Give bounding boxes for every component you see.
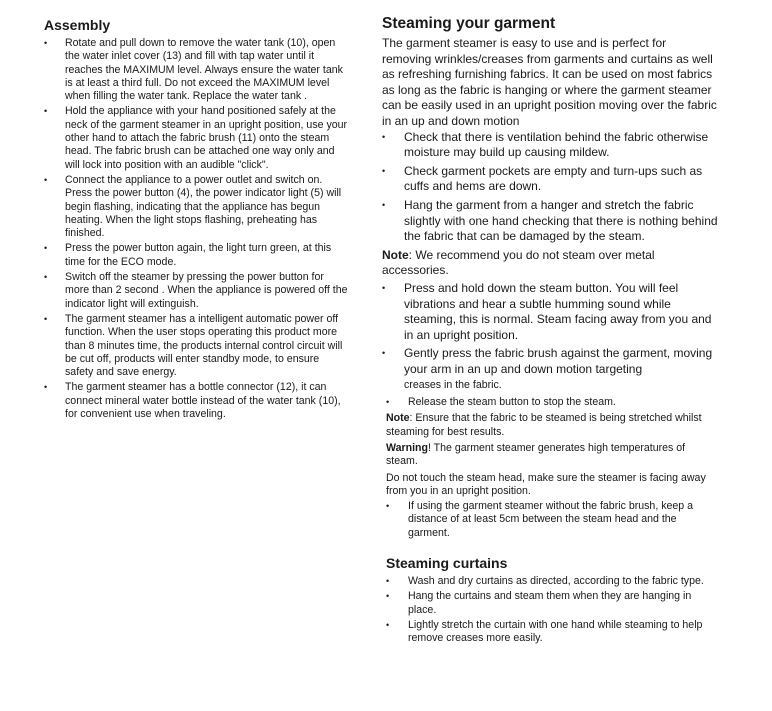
list-item: • Hang the garment from a hanger and stretch the fabric slightly with one hand checking that there is nothing behind the fabric that can be damaged by the steam. <box>382 198 718 245</box>
note-text: : Ensure that the fabric to be steamed is being stretched whilst steaming for best results. <box>386 412 702 438</box>
curtains-list <box>382 575 718 645</box>
assembly-list <box>44 37 348 421</box>
steaming-heading: Steaming your garment <box>382 15 556 32</box>
list-item-text: Gently press the fabric brush against the garment, moving your arm in an up and down motion targeting <box>404 346 713 376</box>
distance-steps <box>382 500 718 540</box>
no-touch-text: Do not touch the steam head, make sure the steamer is facing away from you in an upright position. <box>386 471 706 497</box>
assembly-heading: Assembly <box>44 17 111 33</box>
list-item: • Press and hold down the steam button. You will feel vibrations and hear a subtle humming sound while steaming, this is normal. Steam facing away from you and in an upright position. <box>382 281 718 343</box>
list-item: • The garment steamer has a bottle connector (12), it can connect mineral water bottle instead of the water tank (10), for convenient use when traveling. <box>44 381 348 421</box>
warning-text: ! The garment steamer generates high temperatures of steam. <box>386 441 686 468</box>
list-item: • If using the garment steamer without the fabric brush, keep a distance of at least 5cm between the steam head and the garment. <box>386 500 718 540</box>
list-item: • Hang the curtains and steam them when they are hanging in place. <box>386 590 718 617</box>
list-item: • Check garment pockets are empty and turn-ups such as cuffs and hems are down. <box>382 164 718 195</box>
list-item: • Press the power button again, the light turn green, at this time for the ECO mode. <box>44 242 348 269</box>
stretch-note <box>386 412 718 439</box>
list-item <box>382 346 718 393</box>
list-item: • Check that there is ventilation behind the fabric otherwise moisture may build up causing mildew. <box>382 130 718 161</box>
assembly-column <box>44 14 348 423</box>
note-text: : We recommend you do not steam over metal accessories. <box>382 247 655 278</box>
list-item: • Hold the appliance with your hand positioned safely at the neck of the garment steamer in an upright position, use your other hand to attach the fabric brush (11) onto the steam head. The fabric brush can be attached one way only and will lock into position with an audible "click". <box>44 105 348 171</box>
warning-label: Warning <box>386 441 428 454</box>
list-item: • Wash and dry curtains as directed, according to the fabric type. <box>386 575 718 588</box>
list-item: • Release the steam button to stop the steam. <box>386 396 718 409</box>
list-item: • The garment steamer has a intelligent automatic power off function. When the user stops operating this product more than 8 minutes time, the products internal control circuit will be cut off, products will enter standby mode, to ensure safety and save energy. <box>44 313 348 379</box>
steaming-steps <box>382 281 718 393</box>
list-item: • Switch off the steamer by pressing the power button for more than 2 second . When the appliance is powered off the indicator light will extinguish. <box>44 271 348 311</box>
warning-note <box>386 442 718 469</box>
note-label: Note <box>382 247 409 262</box>
curtains-heading: Steaming curtains <box>386 555 508 572</box>
list-item: • Rotate and pull down to remove the water tank (10), open the water inlet cover (13) and fill with tap water until it reaches the MAXIMUM level. Always ensure the water tank is at least a third full. Do not exceed the MAXIMUM level when filling the water tank. Replace the water tank . <box>44 37 348 103</box>
steaming-intro: The garment steamer is easy to use and is perfect for removing wrinkles/creases from garments and curtains as well as refreshing furnishing fabrics. It can be used on most fabrics as long as the fabric is hanging or where the garment steamer can be easily used in an upright position moving over the fabric in an up and down motion <box>382 36 717 128</box>
list-item: • Lightly stretch the curtain with one hand while steaming to help remove creases more easily. <box>386 619 718 646</box>
list-item-tail: creases in the fabric. <box>404 379 502 392</box>
note-label: Note <box>386 412 410 425</box>
steaming-checklist <box>382 130 718 245</box>
release-steps <box>382 396 718 409</box>
list-item: • Connect the appliance to a power outlet and switch on. Press the power button (4), the power indicator light (5) will begin flashing, indicating that the appliance has begun heating. When the light stops flashing, preheating has finished. <box>44 174 348 240</box>
steaming-column <box>382 14 718 648</box>
metal-note <box>382 248 718 279</box>
